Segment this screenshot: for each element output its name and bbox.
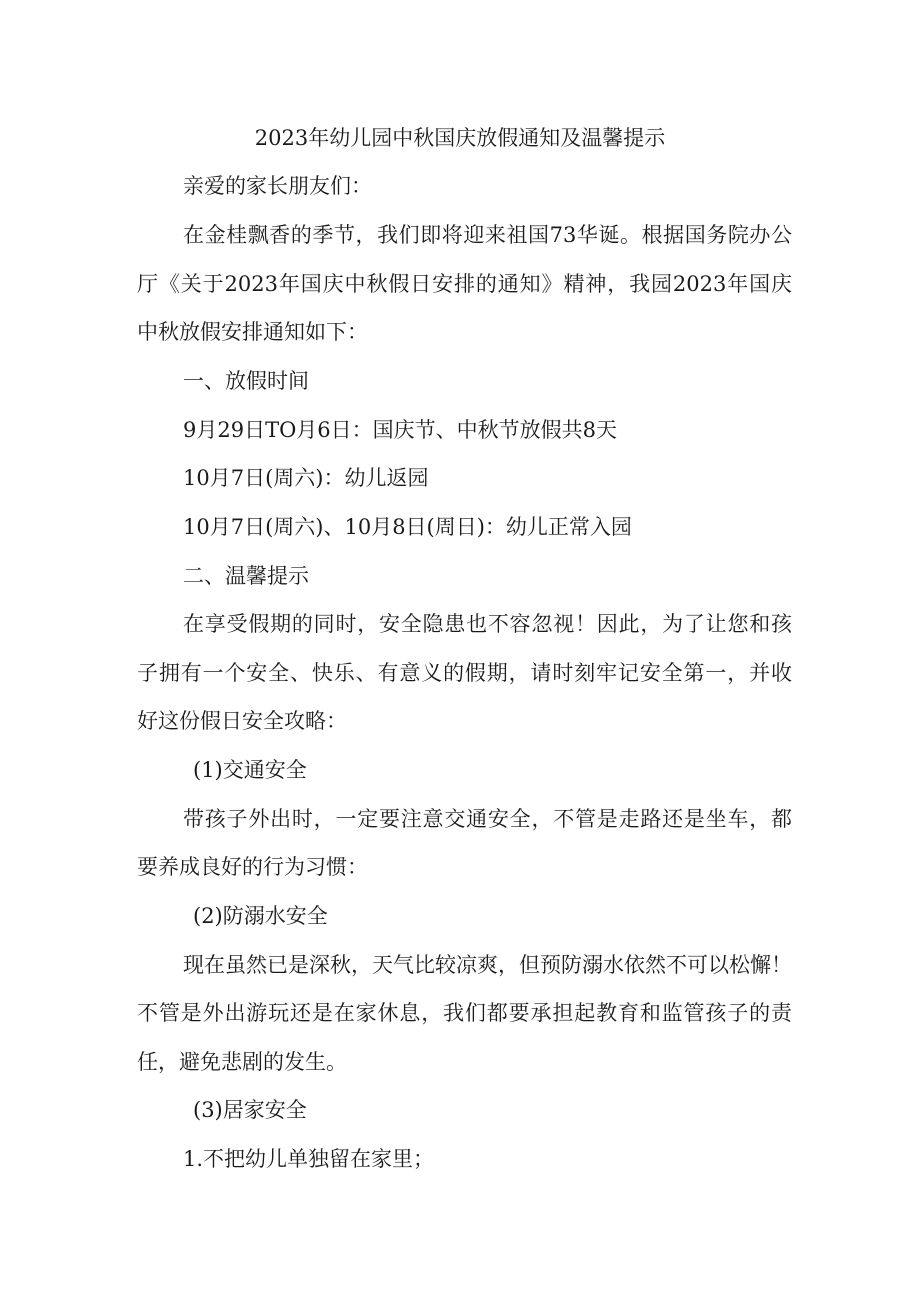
home-item-1: 1.不把幼儿单独留在家里； xyxy=(183,1147,435,1171)
water-line-2: 不管是外出游玩还是在家休息，我们都要承担起教育和监管孩子的责 xyxy=(137,1001,792,1025)
holiday-item-3: 10月7日(周六)、10月8日(周日)：幼儿正常入园 xyxy=(183,515,632,539)
intro-line-3: 中秋放假安排通知如下： xyxy=(137,320,368,344)
tips-line-2: 子拥有一个安全、快乐、有意义的假期，请时刻牢记安全第一，并收 xyxy=(137,661,792,685)
traffic-line-1: 带孩子外出时，一定要注意交通安全，不管是走路还是坐车，都 xyxy=(183,807,792,831)
traffic-line-2: 要养成良好的行为习惯： xyxy=(137,855,368,879)
water-line-1: 现在虽然已是深秋，天气比较凉爽，但预防溺水依然不可以松懈！ xyxy=(183,953,792,977)
tips-line-3: 好这份假日安全攻略： xyxy=(137,709,347,733)
holiday-item-2: 10月7日(周六)：幼儿返园 xyxy=(183,466,429,490)
salutation: 亲爱的家长朋友们： xyxy=(183,174,372,198)
section-heading-tips: 二、温馨提示 xyxy=(183,564,309,588)
traffic-heading: (1)交通安全 xyxy=(193,758,307,782)
intro-line-1: 在金桂飘香的季节，我们即将迎来祖国73华诞。根据国务院办公 xyxy=(183,223,792,247)
tips-line-1: 在享受假期的同时，安全隐患也不容忽视！因此，为了让您和孩 xyxy=(183,612,792,636)
water-line-3: 任，避免悲剧的发生。 xyxy=(137,1050,347,1074)
water-heading: (2)防溺水安全 xyxy=(193,904,328,928)
section-heading-holiday: 一、放假时间 xyxy=(183,369,309,393)
home-heading: (3)居家安全 xyxy=(193,1098,307,1122)
intro-line-2: 厅《关于2023年国庆中秋假日安排的通知》精神，我园2023年国庆 xyxy=(137,272,792,296)
holiday-item-1: 9月29日TO月6日：国庆节、中秋节放假共8天 xyxy=(183,418,618,442)
document-title: 2023年幼儿园中秋国庆放假通知及温馨提示 xyxy=(254,126,666,150)
